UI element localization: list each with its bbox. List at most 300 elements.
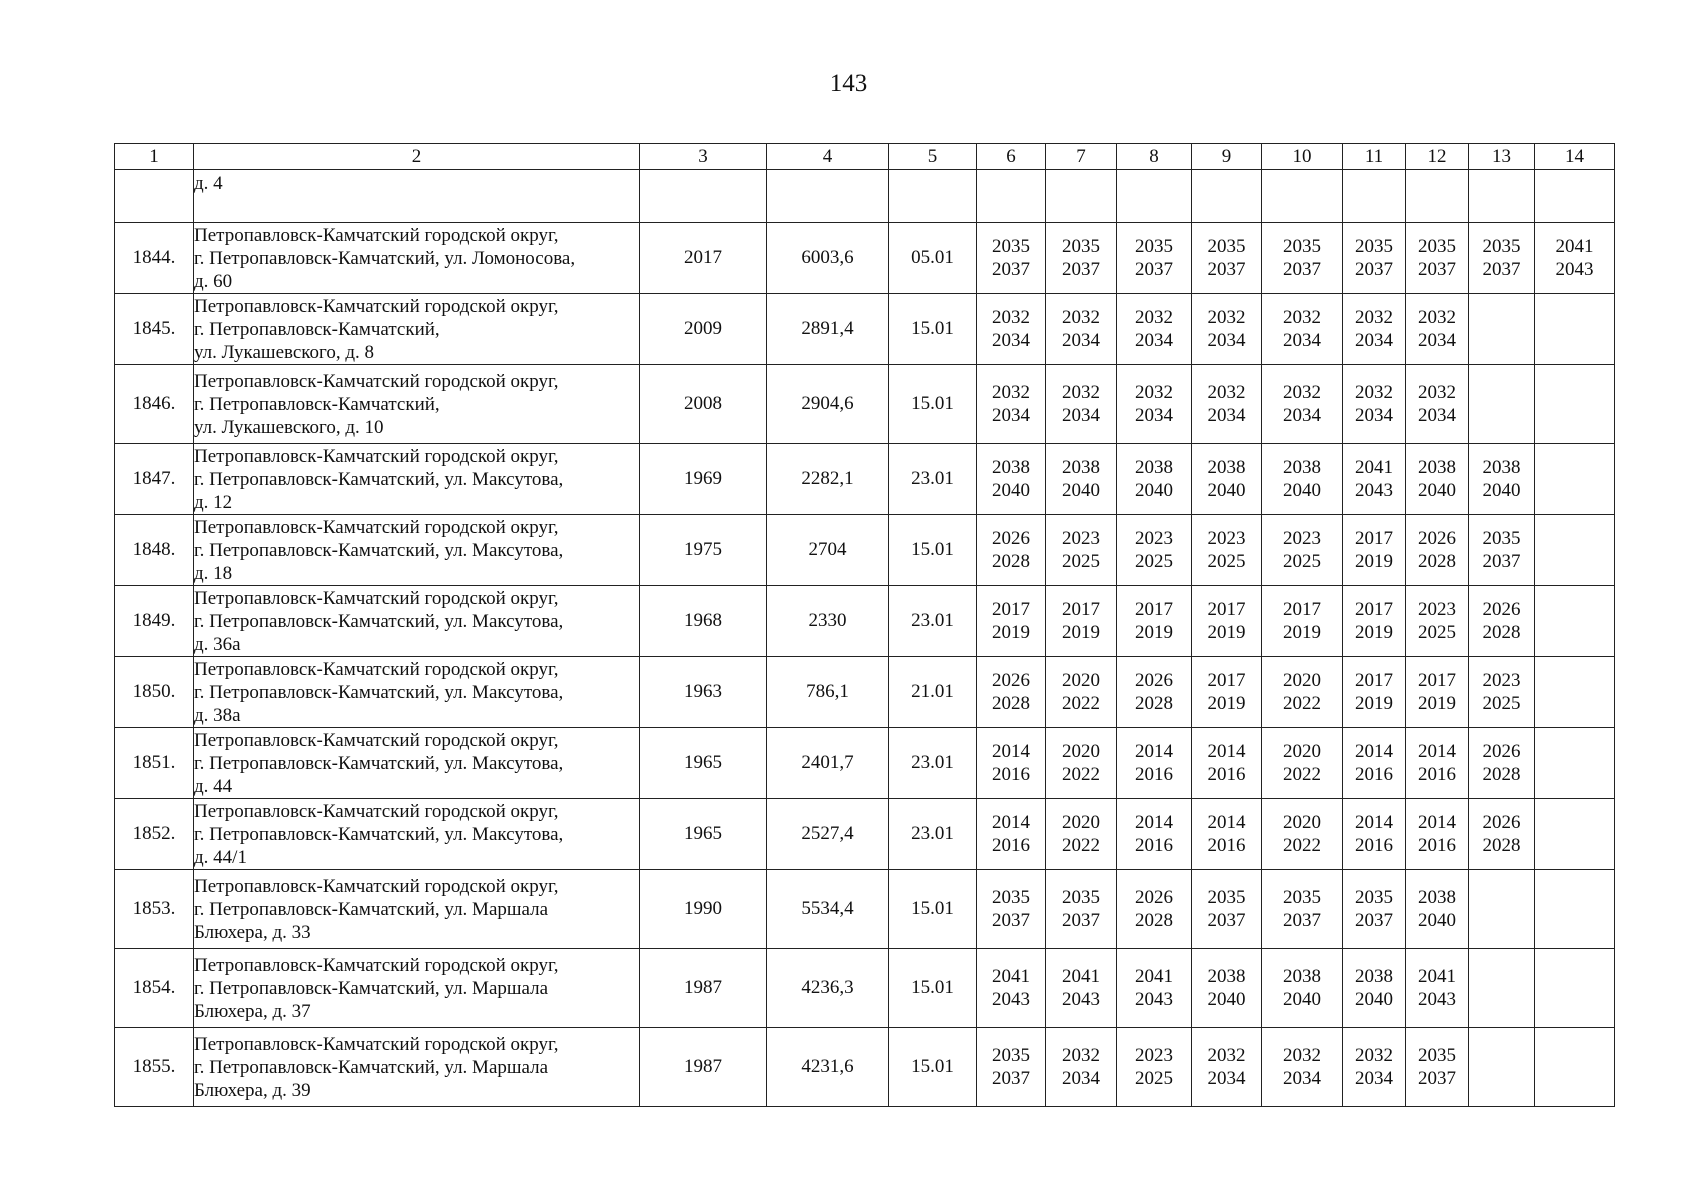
period-start: 2020	[1062, 812, 1100, 833]
period-start: 2035	[1283, 887, 1321, 908]
column-header: 9	[1192, 144, 1262, 170]
period-end: 2037	[992, 1068, 1030, 1089]
period-end: 2043	[1355, 480, 1393, 501]
period-cell	[1117, 657, 1192, 728]
period-cell	[1535, 586, 1615, 657]
period-cell	[1469, 1028, 1535, 1107]
period-end: 2028	[992, 551, 1030, 572]
period-cell	[1192, 949, 1262, 1028]
address-cell	[194, 657, 640, 728]
period-start: 2032	[1418, 382, 1456, 403]
period-end: 2025	[1418, 622, 1456, 643]
period-start: 2017	[1418, 670, 1456, 691]
address-line: Петропавловск-Камчатский городской округ,	[194, 224, 559, 246]
period-cell	[1343, 870, 1406, 949]
column-header: 10	[1262, 144, 1343, 170]
period-start: 2014	[1355, 812, 1393, 833]
address-line: г. Петропавловск-Камчатский, ул. Маршала	[194, 898, 549, 920]
year-built-cell: 1987	[640, 949, 767, 1028]
period-start: 2041	[1555, 236, 1594, 257]
period-cell	[1117, 294, 1192, 365]
row-number: 1846.	[115, 365, 194, 444]
period-cell	[1262, 365, 1343, 444]
address-cell	[194, 294, 640, 365]
period-end: 2022	[1062, 693, 1100, 714]
period-start: 2020	[1062, 741, 1100, 762]
table-row	[115, 799, 1615, 870]
period-cell	[1262, 657, 1343, 728]
period-end: 2040	[1207, 480, 1246, 501]
period-end: 2016	[1207, 835, 1246, 856]
period-start: 2038	[1355, 966, 1393, 987]
period-start: 2026	[1482, 741, 1521, 762]
period-start: 2035	[1207, 236, 1246, 257]
year-built-cell: 1975	[640, 515, 767, 586]
year-built-cell: 2008	[640, 365, 767, 444]
table-row	[115, 870, 1615, 949]
address-line: Петропавловск-Камчатский городской округ,	[194, 954, 559, 976]
column-header: 1	[115, 144, 194, 170]
period-end: 2037	[1062, 910, 1100, 931]
area-cell: 2330	[767, 586, 889, 657]
period-cell	[1192, 728, 1262, 799]
period-end: 2034	[1355, 330, 1393, 351]
code-cell: 23.01	[889, 586, 977, 657]
period-cell	[1046, 294, 1117, 365]
address-line: г. Петропавловск-Камчатский, ул. Маршала	[194, 977, 549, 999]
period-cell	[1046, 799, 1117, 870]
period-start: 2041	[1355, 457, 1393, 478]
period-start: 2032	[1283, 382, 1321, 403]
period-end: 2019	[1062, 622, 1100, 643]
address-line: д. 38а	[194, 704, 241, 726]
period-end: 2034	[1418, 405, 1456, 426]
period-cell	[1192, 1028, 1262, 1107]
period-end: 2037	[992, 910, 1030, 931]
area-cell: 2904,6	[767, 365, 889, 444]
period-end: 2016	[1207, 764, 1246, 785]
period-start: 2032	[1355, 1045, 1393, 1066]
period-cell	[1262, 949, 1343, 1028]
year-built-cell: 1969	[640, 444, 767, 515]
period-end: 2019	[1207, 693, 1246, 714]
period-end: 2022	[1062, 764, 1100, 785]
address-line: д. 18	[194, 562, 233, 584]
address-line: д. 36а	[194, 633, 241, 655]
period-cell	[1117, 586, 1192, 657]
period-cell	[1192, 294, 1262, 365]
period-start: 2026	[992, 528, 1030, 549]
row-number: 1845.	[115, 294, 194, 365]
area-cell: 6003,6	[767, 223, 889, 294]
address-line: д. 12	[194, 491, 233, 513]
column-number-row	[115, 144, 1615, 170]
period-end: 2025	[1135, 551, 1173, 572]
period-end: 2025	[1283, 551, 1321, 572]
period-start: 2023	[1135, 1045, 1173, 1066]
period-cell	[1046, 949, 1117, 1028]
period-cell	[1343, 799, 1406, 870]
period-start: 2032	[1207, 382, 1246, 403]
period-cell	[977, 949, 1046, 1028]
column-header: 8	[1117, 144, 1192, 170]
address-cell	[194, 515, 640, 586]
period-end: 2016	[1135, 764, 1173, 785]
period-end: 2019	[1355, 622, 1393, 643]
period-cell	[1262, 294, 1343, 365]
period-end: 2037	[1355, 910, 1393, 931]
period-cell	[1046, 365, 1117, 444]
period-end: 2040	[1062, 480, 1100, 501]
period-end: 2019	[992, 622, 1030, 643]
period-start: 2017	[1355, 599, 1393, 620]
period-end: 2016	[992, 835, 1030, 856]
period-end: 2022	[1283, 764, 1321, 785]
period-cell	[1262, 515, 1343, 586]
period-start: 2035	[1482, 236, 1521, 257]
code-cell: 15.01	[889, 365, 977, 444]
period-end: 2037	[1283, 910, 1321, 931]
period-cell	[1406, 870, 1469, 949]
code-cell: 21.01	[889, 657, 977, 728]
period-cell	[977, 1028, 1046, 1107]
period-start: 2017	[1283, 599, 1321, 620]
period-cell	[1262, 728, 1343, 799]
period-cell	[1262, 586, 1343, 657]
period-cell	[1192, 365, 1262, 444]
housing-register-table	[114, 143, 1615, 1107]
column-header: 3	[640, 144, 767, 170]
period-end: 2025	[1062, 551, 1100, 572]
period-cell	[1262, 223, 1343, 294]
period-end: 2034	[1207, 405, 1246, 426]
period-start: 2032	[1062, 307, 1100, 328]
period-start: 2032	[1355, 307, 1393, 328]
period-cell	[977, 294, 1046, 365]
period-start: 2023	[1283, 528, 1321, 549]
period-start: 2023	[1135, 528, 1173, 549]
period-cell	[1046, 728, 1117, 799]
period-start: 2014	[1355, 741, 1393, 762]
period-cell	[1469, 294, 1535, 365]
period-start: 2026	[1482, 599, 1521, 620]
period-cell	[1406, 294, 1469, 365]
column-header: 2	[194, 144, 640, 170]
area-cell: 5534,4	[767, 870, 889, 949]
address-cell	[194, 870, 640, 949]
column-header: 14	[1535, 144, 1615, 170]
period-end: 2028	[1135, 910, 1173, 931]
row-number: 1854.	[115, 949, 194, 1028]
period-start: 2032	[1355, 382, 1393, 403]
period-start: 2014	[1418, 812, 1456, 833]
column-header: 11	[1343, 144, 1406, 170]
period-cell	[1343, 1028, 1406, 1107]
row-number: 1844.	[115, 223, 194, 294]
period-start: 2032	[1135, 382, 1173, 403]
period-start: 2038	[1418, 457, 1456, 478]
period-start: 2026	[1482, 812, 1521, 833]
address-line: Петропавловск-Камчатский городской округ,	[194, 516, 559, 538]
period-cell	[1469, 870, 1535, 949]
table-row	[115, 949, 1615, 1028]
table-row	[115, 444, 1615, 515]
period-cell	[1046, 444, 1117, 515]
period-cell	[977, 444, 1046, 515]
period-cell	[1117, 728, 1192, 799]
area-cell: 4236,3	[767, 949, 889, 1028]
period-start: 2026	[1135, 887, 1173, 908]
period-end: 2022	[1283, 835, 1321, 856]
code-cell: 15.01	[889, 949, 977, 1028]
area-cell: 2704	[767, 515, 889, 586]
period-cell	[1046, 870, 1117, 949]
period-start: 2017	[1135, 599, 1173, 620]
period-end: 2034	[1283, 330, 1321, 351]
period-cell	[1117, 365, 1192, 444]
period-cell	[1406, 444, 1469, 515]
period-end: 2037	[1135, 259, 1173, 280]
address-line: г. Петропавловск-Камчатский, ул. Максутова,	[194, 823, 564, 845]
period-end: 2025	[1135, 1068, 1173, 1089]
address-line: ул. Лукашевского, д. 8	[194, 341, 375, 363]
period-end: 2025	[1482, 693, 1521, 714]
period-end: 2037	[1482, 551, 1521, 572]
period-end: 2037	[1418, 1068, 1456, 1089]
period-start: 2014	[1418, 741, 1456, 762]
period-end: 2037	[1418, 259, 1456, 280]
period-end: 2034	[992, 405, 1030, 426]
table-row	[115, 365, 1615, 444]
continuation-address	[194, 170, 640, 223]
address-line: г. Петропавловск-Камчатский, ул. Максутова,	[194, 681, 564, 703]
row-number: 1851.	[115, 728, 194, 799]
code-cell: 15.01	[889, 870, 977, 949]
period-cell	[1117, 949, 1192, 1028]
period-cell	[1117, 515, 1192, 586]
period-start: 2038	[1207, 457, 1246, 478]
period-end: 2019	[1207, 622, 1246, 643]
address-line: Петропавловск-Камчатский городской округ,	[194, 729, 559, 751]
period-end: 2016	[1418, 835, 1456, 856]
period-cell	[1343, 728, 1406, 799]
period-start: 2014	[1135, 741, 1173, 762]
period-cell	[1535, 365, 1615, 444]
area-cell: 4231,6	[767, 1028, 889, 1107]
period-start: 2023	[1418, 599, 1456, 620]
period-cell	[1535, 728, 1615, 799]
period-end: 2028	[1482, 622, 1521, 643]
period-start: 2035	[992, 236, 1030, 257]
period-cell	[1406, 799, 1469, 870]
period-cell	[1046, 223, 1117, 294]
address-line: Петропавловск-Камчатский городской округ,	[194, 295, 559, 317]
address-cell	[194, 728, 640, 799]
period-cell	[1117, 870, 1192, 949]
period-end: 2028	[1482, 835, 1521, 856]
period-end: 2025	[1207, 551, 1246, 572]
period-end: 2034	[1062, 405, 1100, 426]
period-end: 2040	[1482, 480, 1521, 501]
period-start: 2032	[1207, 1045, 1246, 1066]
period-cell	[1343, 294, 1406, 365]
period-start: 2017	[1355, 670, 1393, 691]
period-cell	[1192, 799, 1262, 870]
period-start: 2014	[992, 812, 1030, 833]
period-start: 2032	[1207, 307, 1246, 328]
period-start: 2026	[1418, 528, 1456, 549]
period-cell	[977, 728, 1046, 799]
period-start: 2035	[1135, 236, 1173, 257]
table-row	[115, 223, 1615, 294]
period-end: 2028	[1482, 764, 1521, 785]
period-end: 2034	[1418, 330, 1456, 351]
period-cell	[1117, 799, 1192, 870]
period-cell	[977, 515, 1046, 586]
address-line: г. Петропавловск-Камчатский, ул. Максутова,	[194, 539, 564, 561]
address-line: д. 44/1	[194, 846, 247, 868]
row-number: 1848.	[115, 515, 194, 586]
period-start: 2035	[1355, 887, 1393, 908]
period-end: 2040	[1355, 989, 1393, 1010]
period-end: 2037	[1062, 259, 1100, 280]
table-row	[115, 1028, 1615, 1107]
address-line: ул. Лукашевского, д. 10	[194, 416, 384, 438]
address-line: г. Петропавловск-Камчатский,	[194, 318, 440, 340]
address-cell	[194, 365, 640, 444]
period-cell	[1343, 949, 1406, 1028]
period-cell	[1343, 586, 1406, 657]
period-end: 2037	[1355, 259, 1393, 280]
table-row	[115, 586, 1615, 657]
address-line: г. Петропавловск-Камчатский, ул. Максутова,	[194, 468, 564, 490]
period-start: 2035	[1062, 236, 1100, 257]
year-built-cell: 1987	[640, 1028, 767, 1107]
period-cell	[1117, 444, 1192, 515]
period-start: 2038	[1283, 457, 1321, 478]
period-start: 2038	[992, 457, 1030, 478]
period-start: 2017	[1062, 599, 1100, 620]
year-built-cell: 2017	[640, 223, 767, 294]
period-cell	[1343, 657, 1406, 728]
period-end: 2034	[1135, 405, 1173, 426]
page-number: 143	[829, 70, 868, 97]
period-end: 2037	[992, 259, 1030, 280]
period-cell	[1406, 586, 1469, 657]
period-cell	[1343, 444, 1406, 515]
period-cell	[1192, 515, 1262, 586]
period-cell	[1469, 949, 1535, 1028]
year-built-cell: 1965	[640, 728, 767, 799]
period-start: 2035	[1482, 528, 1521, 549]
period-end: 2019	[1283, 622, 1321, 643]
period-start: 2038	[1418, 887, 1456, 908]
period-end: 2037	[1207, 910, 1246, 931]
period-start: 2038	[1482, 457, 1521, 478]
address-line: г. Петропавловск-Камчатский, ул. Максутова,	[194, 752, 564, 774]
address-cell	[194, 223, 640, 294]
year-built-cell: 1963	[640, 657, 767, 728]
period-end: 2040	[1283, 480, 1321, 501]
period-start: 2032	[1062, 382, 1100, 403]
period-end: 2016	[1135, 835, 1173, 856]
row-number: 1850.	[115, 657, 194, 728]
period-cell	[1469, 515, 1535, 586]
year-built-cell: 1968	[640, 586, 767, 657]
period-end: 2022	[1283, 693, 1321, 714]
address-line: Блюхера, д. 39	[194, 1079, 311, 1101]
period-cell	[977, 657, 1046, 728]
row-number: 1852.	[115, 799, 194, 870]
period-cell	[1535, 799, 1615, 870]
address-cell	[194, 1028, 640, 1107]
period-cell	[1262, 870, 1343, 949]
period-start: 2035	[1418, 1045, 1456, 1066]
code-cell: 15.01	[889, 515, 977, 586]
period-cell	[1535, 294, 1615, 365]
code-cell: 15.01	[889, 294, 977, 365]
year-built-cell: 1990	[640, 870, 767, 949]
address-line: д. 44	[194, 775, 233, 797]
address-line: д. 4	[194, 173, 223, 194]
period-cell	[1046, 586, 1117, 657]
table-row	[115, 728, 1615, 799]
period-cell	[1535, 657, 1615, 728]
period-end: 2022	[1062, 835, 1100, 856]
table-row	[115, 294, 1615, 365]
period-cell	[977, 223, 1046, 294]
period-cell	[977, 365, 1046, 444]
period-start: 2035	[992, 1045, 1030, 1066]
period-cell	[1535, 870, 1615, 949]
period-end: 2016	[1355, 764, 1393, 785]
area-cell: 786,1	[767, 657, 889, 728]
period-end: 2034	[1207, 1068, 1246, 1089]
address-line: Петропавловск-Камчатский городской округ,	[194, 658, 559, 680]
period-start: 2035	[1283, 236, 1321, 257]
period-end: 2028	[1418, 551, 1456, 572]
period-end: 2037	[1207, 259, 1246, 280]
period-cell	[1406, 365, 1469, 444]
period-start: 2038	[1283, 966, 1321, 987]
address-cell	[194, 799, 640, 870]
period-cell	[1343, 365, 1406, 444]
period-end: 2034	[1062, 330, 1100, 351]
column-header: 12	[1406, 144, 1469, 170]
period-end: 2034	[1355, 1068, 1393, 1089]
period-cell	[1046, 515, 1117, 586]
period-cell	[1262, 1028, 1343, 1107]
period-start: 2035	[992, 887, 1030, 908]
period-cell	[1469, 728, 1535, 799]
address-line: Блюхера, д. 33	[194, 921, 311, 943]
period-start: 2014	[1207, 741, 1246, 762]
period-cell	[1469, 657, 1535, 728]
address-line: Петропавловск-Камчатский городской округ,	[194, 587, 559, 609]
period-end: 2016	[992, 764, 1030, 785]
address-line: г. Петропавловск-Камчатский, ул. Ломоносова,	[194, 247, 576, 269]
period-start: 2017	[992, 599, 1030, 620]
period-cell	[1262, 799, 1343, 870]
period-end: 2034	[1283, 1068, 1321, 1089]
address-cell	[194, 444, 640, 515]
address-line: Петропавловск-Камчатский городской округ,	[194, 370, 559, 392]
period-start: 2035	[1062, 887, 1100, 908]
code-cell: 23.01	[889, 444, 977, 515]
period-end: 2034	[1135, 330, 1173, 351]
period-cell	[1469, 444, 1535, 515]
period-end: 2019	[1135, 622, 1173, 643]
